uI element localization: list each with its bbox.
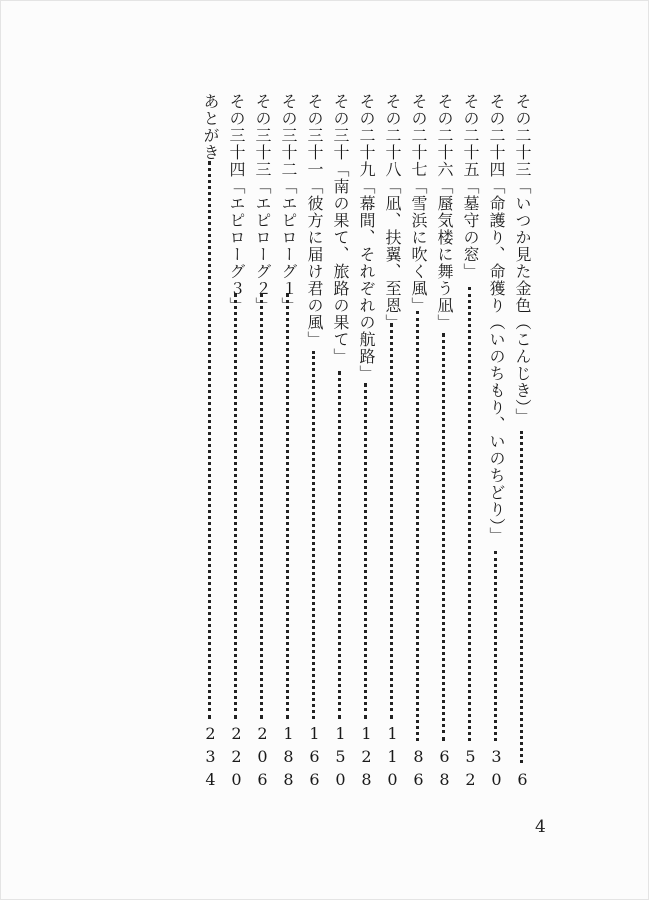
toc-title: その二十四「命護り、命獲り（いのちもり、いのちどり）」 <box>487 93 506 544</box>
dot-leader <box>468 287 471 741</box>
dot-leader <box>338 371 341 719</box>
toc-entry <box>199 93 221 793</box>
dot-leader <box>520 431 523 763</box>
toc-title: その二十九「幕間、それぞれの航路」 <box>357 93 376 382</box>
toc-entry <box>225 93 247 793</box>
toc-page-number: 30 <box>487 747 506 793</box>
toc-title: その二十三「いつか見た金色（こんじき）」 <box>513 93 532 425</box>
dot-leader <box>312 351 315 719</box>
toc-entry <box>407 93 429 793</box>
toc-title: その二十八「凪、扶翼、至恩」 <box>383 93 402 331</box>
toc-entry <box>485 93 507 793</box>
dot-leader <box>442 333 445 741</box>
toc-title: あとがき <box>201 93 220 161</box>
dot-leader <box>494 551 497 741</box>
dot-leader <box>286 293 289 719</box>
toc-page-number: 52 <box>461 747 480 793</box>
toc-title: その二十六「蜃気楼に舞う凪」 <box>435 93 454 331</box>
toc-title: その三十二「エピローグ１」 <box>279 93 298 314</box>
toc-title: その三十三「エピローグ２」 <box>253 93 272 314</box>
toc-entry <box>329 93 351 793</box>
page-number: 4 <box>535 817 546 837</box>
toc-title: その二十五「墓守の窓」 <box>461 93 480 280</box>
toc-page-number: 6 <box>513 770 532 793</box>
dot-leader <box>208 161 211 719</box>
toc-page-number: 206 <box>253 724 272 793</box>
toc-page-number: 188 <box>279 724 298 793</box>
toc-entry <box>433 93 455 793</box>
toc-page-number: 110 <box>383 724 402 793</box>
dot-leader <box>364 383 367 719</box>
dot-leader <box>260 293 263 719</box>
dot-leader <box>234 293 237 719</box>
toc-title: その三十「南の果て、旅路の果て」 <box>331 93 350 365</box>
toc-entry <box>251 93 273 793</box>
toc-title: その三十一「彼方に届け君の風」 <box>305 93 324 348</box>
toc-page-number: 220 <box>227 724 246 793</box>
toc-page-number: 234 <box>201 724 220 793</box>
toc-page-number: 150 <box>331 724 350 793</box>
toc-entry <box>381 93 403 793</box>
toc-page-number: 68 <box>435 747 454 793</box>
toc-entry <box>511 93 533 793</box>
dot-leader <box>416 311 419 741</box>
dot-leader <box>390 323 393 719</box>
toc-page-number: 128 <box>357 724 376 793</box>
toc-title: その三十四「エピローグ３」 <box>227 93 246 314</box>
toc-page-number: 86 <box>409 747 428 793</box>
toc-entry <box>459 93 481 793</box>
toc-entry <box>303 93 325 793</box>
toc-page-number: 166 <box>305 724 324 793</box>
toc-entry <box>355 93 377 793</box>
toc-title: その二十七「雪浜に吹く風」 <box>409 93 428 314</box>
toc-entry <box>277 93 299 793</box>
